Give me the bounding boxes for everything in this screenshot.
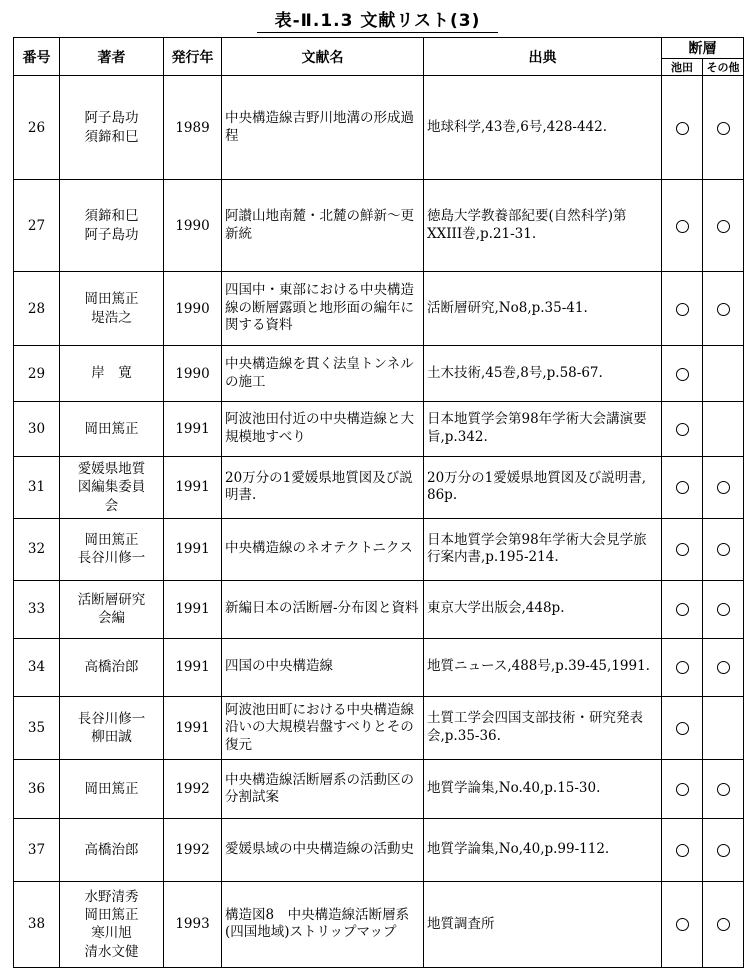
author-name: 岡田篤正 xyxy=(84,420,139,437)
circle-mark-icon xyxy=(676,844,689,857)
cell-title: 中央構造線を貫く法皇トンネルの施工 xyxy=(222,346,424,401)
cell-fault-ikeda xyxy=(662,346,703,401)
cell-no: 29 xyxy=(14,346,60,401)
cell-year: 1991 xyxy=(164,401,222,456)
author-name: 水野清秀 xyxy=(84,888,139,905)
table-row xyxy=(14,760,744,819)
cell-source: 地質調査所 xyxy=(424,881,662,967)
cell-authors xyxy=(60,271,164,346)
circle-mark-icon xyxy=(676,423,689,436)
cell-source: 土質工学会四国支部技術・研究発表会,p.35-36. xyxy=(424,696,662,760)
table-row xyxy=(14,580,744,639)
table-row xyxy=(14,271,744,346)
author-name: 高橋治郎 xyxy=(84,841,139,858)
circle-mark-icon xyxy=(717,481,730,494)
cell-fault-ikeda xyxy=(662,76,703,180)
cell-title: 愛媛県域の中央構造線の活動史 xyxy=(222,818,424,881)
cell-fault-other xyxy=(703,518,744,580)
author-name: 高橋治郎 xyxy=(84,659,139,676)
author-name: 岸 寛 xyxy=(91,365,132,382)
cell-no: 37 xyxy=(14,818,60,881)
cell-source: 東京大学出版会,448p. xyxy=(424,580,662,639)
circle-mark-icon xyxy=(676,368,689,381)
cell-fault-other xyxy=(703,818,744,881)
cell-no: 31 xyxy=(14,457,60,519)
cell-fault-ikeda xyxy=(662,881,703,967)
page-title: 表-Ⅱ.1.3 文献リスト(3) xyxy=(0,6,755,31)
table-row xyxy=(14,457,744,519)
cell-fault-other xyxy=(703,696,744,760)
author-name: 阿子島功 xyxy=(84,226,139,243)
table-row xyxy=(14,401,744,456)
circle-mark-icon xyxy=(676,220,689,233)
cell-no: 26 xyxy=(14,76,60,180)
table-body xyxy=(14,76,744,968)
author-name: 清水文健 xyxy=(84,943,139,960)
table-row xyxy=(14,518,744,580)
circle-mark-icon xyxy=(676,722,689,735)
cell-fault-ikeda xyxy=(662,760,703,819)
cell-year: 1992 xyxy=(164,818,222,881)
cell-no: 32 xyxy=(14,518,60,580)
author-name: 岡田篤正 xyxy=(84,907,139,924)
author-name: 阿子島功 xyxy=(84,110,139,127)
cell-authors xyxy=(60,818,164,881)
circle-mark-icon xyxy=(717,844,730,857)
circle-mark-icon xyxy=(717,543,730,556)
cell-authors xyxy=(60,401,164,456)
cell-fault-ikeda xyxy=(662,401,703,456)
cell-fault-ikeda xyxy=(662,696,703,760)
cell-source: 地質学論集,No,40,p.99-112. xyxy=(424,818,662,881)
cell-fault-ikeda xyxy=(662,518,703,580)
literature-table xyxy=(13,37,744,968)
cell-no: 27 xyxy=(14,180,60,272)
cell-title: 中央構造線活断層系の活動区の分割試案 xyxy=(222,760,424,819)
cell-authors xyxy=(60,580,164,639)
cell-no: 36 xyxy=(14,760,60,819)
cell-fault-ikeda xyxy=(662,457,703,519)
author-name: 長谷川修一 xyxy=(77,710,146,727)
cell-no: 28 xyxy=(14,271,60,346)
cell-year: 1989 xyxy=(164,76,222,180)
cell-source: 日本地質学会第98年学術大会講演要旨,p.342. xyxy=(424,401,662,456)
table-row xyxy=(14,346,744,401)
header-year: 発行年 xyxy=(164,38,222,76)
table-row xyxy=(14,881,744,967)
cell-fault-ikeda xyxy=(662,580,703,639)
cell-authors xyxy=(60,518,164,580)
circle-mark-icon xyxy=(676,918,689,931)
header-ikeda: 池田 xyxy=(662,59,703,76)
cell-title: 阿波池田付近の中央構造線と大規模地すべり xyxy=(222,401,424,456)
cell-authors xyxy=(60,881,164,967)
cell-authors xyxy=(60,696,164,760)
circle-mark-icon xyxy=(676,603,689,616)
cell-source: 活断層研究,No8,p.35-41. xyxy=(424,271,662,346)
cell-title: 中央構造線吉野川地溝の形成過程 xyxy=(222,76,424,180)
cell-title: 阿波池田町における中央構造線沿いの大規模岩盤すべりとその復元 xyxy=(222,696,424,760)
cell-title: 新編日本の活断層-分布図と資料 xyxy=(222,580,424,639)
cell-fault-other xyxy=(703,180,744,272)
cell-no: 38 xyxy=(14,881,60,967)
cell-year: 1991 xyxy=(164,696,222,760)
cell-source: 20万分の1愛媛県地質図及び説明書, 86p. xyxy=(424,457,662,519)
table-row xyxy=(14,818,744,881)
author-name: 図編集委員 xyxy=(77,479,146,496)
cell-no: 30 xyxy=(14,401,60,456)
cell-title: 阿讃山地南麓・北麓の鮮新～更新統 xyxy=(222,180,424,272)
cell-fault-other xyxy=(703,760,744,819)
cell-authors xyxy=(60,76,164,180)
table-row xyxy=(14,76,744,180)
cell-year: 1990 xyxy=(164,180,222,272)
cell-fault-other xyxy=(703,580,744,639)
author-name: 須鍗和巳 xyxy=(84,128,139,145)
cell-year: 1990 xyxy=(164,346,222,401)
cell-year: 1991 xyxy=(164,580,222,639)
cell-year: 1991 xyxy=(164,457,222,519)
author-name: 愛媛県地質 xyxy=(77,461,146,478)
author-name: 岡田篤正 xyxy=(84,531,139,548)
cell-fault-other xyxy=(703,76,744,180)
circle-mark-icon xyxy=(717,220,730,233)
cell-fault-other xyxy=(703,457,744,519)
header-fault: 断層 xyxy=(662,38,744,59)
table-row xyxy=(14,639,744,696)
circle-mark-icon xyxy=(717,303,730,316)
cell-year: 1993 xyxy=(164,881,222,967)
circle-mark-icon xyxy=(676,661,689,674)
cell-source: 徳島大学教養部紀要(自然科学)第XXIII巻,p.21-31. xyxy=(424,180,662,272)
cell-fault-ikeda xyxy=(662,271,703,346)
header-author: 著者 xyxy=(60,38,164,76)
header-title: 文献名 xyxy=(222,38,424,76)
cell-source: 地質ニュース,488号,p.39-45,1991. xyxy=(424,639,662,696)
cell-fault-other xyxy=(703,401,744,456)
cell-source: 地球科学,43巻,6号,428-442. xyxy=(424,76,662,180)
table-row xyxy=(14,696,744,760)
cell-year: 1992 xyxy=(164,760,222,819)
cell-fault-other xyxy=(703,881,744,967)
cell-source: 土木技術,45巻,8号,p.58-67. xyxy=(424,346,662,401)
author-name: 岡田篤正 xyxy=(84,781,139,798)
cell-title: 中央構造線のネオテクトニクス xyxy=(222,518,424,580)
author-name: 長谷川修一 xyxy=(77,550,146,567)
cell-title: 20万分の1愛媛県地質図及び説明書. xyxy=(222,457,424,519)
cell-fault-other xyxy=(703,271,744,346)
circle-mark-icon xyxy=(717,122,730,135)
cell-no: 33 xyxy=(14,580,60,639)
author-name: 会編 xyxy=(98,610,125,627)
cell-year: 1990 xyxy=(164,271,222,346)
cell-year: 1991 xyxy=(164,639,222,696)
cell-title: 構造図8 中央構造線活断層系(四国地域)ストリップマップ xyxy=(222,881,424,967)
cell-title: 四国中・東部における中央構造線の断層露頭と地形面の編年に関する資料 xyxy=(222,271,424,346)
circle-mark-icon xyxy=(676,543,689,556)
cell-authors xyxy=(60,760,164,819)
circle-mark-icon xyxy=(676,122,689,135)
circle-mark-icon xyxy=(676,481,689,494)
cell-no: 35 xyxy=(14,696,60,760)
circle-mark-icon xyxy=(676,783,689,796)
circle-mark-icon xyxy=(717,661,730,674)
circle-mark-icon xyxy=(717,603,730,616)
circle-mark-icon xyxy=(717,918,730,931)
cell-fault-other xyxy=(703,639,744,696)
cell-no: 34 xyxy=(14,639,60,696)
header-other: その他 xyxy=(703,59,744,76)
author-name: 寒川旭 xyxy=(91,925,132,942)
author-name: 堤浩之 xyxy=(91,309,132,326)
cell-fault-ikeda xyxy=(662,180,703,272)
author-name: 岡田篤正 xyxy=(84,291,139,308)
cell-authors xyxy=(60,346,164,401)
cell-year: 1991 xyxy=(164,518,222,580)
cell-authors xyxy=(60,180,164,272)
author-name: 須鍗和巳 xyxy=(84,208,139,225)
circle-mark-icon xyxy=(676,303,689,316)
circle-mark-icon xyxy=(717,783,730,796)
cell-fault-other xyxy=(703,346,744,401)
cell-title: 四国の中央構造線 xyxy=(222,639,424,696)
table-row xyxy=(14,180,744,272)
header-no: 番号 xyxy=(14,38,60,76)
cell-fault-ikeda xyxy=(662,639,703,696)
author-name: 会 xyxy=(104,497,119,514)
author-name: 柳田誠 xyxy=(91,728,132,745)
cell-fault-ikeda xyxy=(662,818,703,881)
cell-source: 日本地質学会第98年学術大会見学旅行案内書,p.195-214. xyxy=(424,518,662,580)
cell-authors xyxy=(60,639,164,696)
cell-authors xyxy=(60,457,164,519)
author-name: 活断層研究 xyxy=(77,592,146,609)
header-source: 出典 xyxy=(424,38,662,76)
cell-source: 地質学論集,No.40,p.15-30. xyxy=(424,760,662,819)
